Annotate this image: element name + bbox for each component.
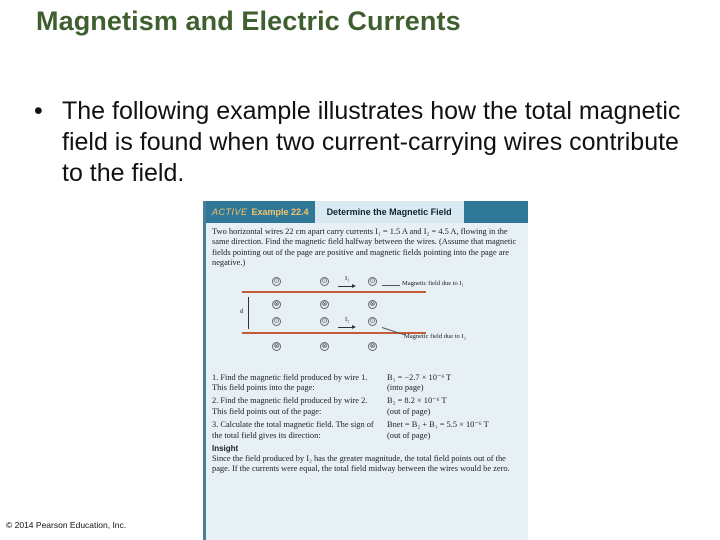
field-out-icon: ⊙ (369, 316, 376, 325)
wire-diagram (206, 275, 528, 371)
step-note: (out of page) (387, 406, 431, 416)
example-header (206, 201, 528, 223)
distance-marker (248, 297, 249, 329)
field-in-icon: ⊗ (273, 341, 280, 350)
distance-label: d (240, 307, 244, 315)
wire-1 (242, 291, 426, 293)
solution-step (212, 373, 520, 394)
step-note: (out of page) (387, 430, 431, 440)
step-value: B₂ = 8.2 × 10⁻⁶ T (387, 396, 447, 406)
field-in-icon: ⊗ (321, 299, 328, 308)
field-in-icon: ⊗ (369, 341, 376, 350)
field-in-icon: ⊗ (273, 299, 280, 308)
copyright-notice: © 2014 Pearson Education, Inc. (6, 520, 127, 530)
active-example-box (203, 201, 528, 540)
current-arrow-1 (338, 286, 352, 287)
solution-steps (212, 373, 520, 441)
step-text: 1. Find the magnetic field produced by wire 1. This field points into the page: (212, 372, 368, 393)
step-result (387, 396, 447, 417)
step-text: 3. Calculate the total magnetic field. The sign of the total field gives its direction: (212, 420, 374, 440)
step-value: B₁ = −2.7 × 10⁻⁶ T (387, 372, 452, 382)
current-1-label: I₁ (345, 274, 350, 282)
field-in-icon: ⊗ (369, 299, 376, 308)
example-problem: Two horizontal wires 22 cm apart carry currents I₁ = 1.5 A and I₂ = 4.5 A, flowing in the same direction. Find the magnetic field halfway between the wires. (Assume that magnetic fields pointing out of the page are positive and magnetic fields pointing into the page are negative.) (212, 227, 517, 268)
step-note: (into page) (387, 383, 424, 393)
bullet-symbol: • (34, 97, 43, 125)
bullet-text: The following example illustrates how the total magnetic field is found when two current-carrying wires contribute to the field. (62, 97, 681, 187)
step-value: Bnet = B₂ + B₁ = 5.5 × 10⁻⁶ T (387, 420, 489, 430)
leader-line-1 (382, 285, 400, 286)
field-out-icon: ⊙ (273, 276, 280, 285)
field-out-icon: ⊙ (369, 276, 376, 285)
step-result (387, 373, 451, 394)
field-out-icon: ⊙ (321, 316, 328, 325)
insight-text: Since the field produced by I₂ has the greater magnitude, the total field points out of the page. If the currents were equal, the total field midway between the wires would be zero. (212, 454, 510, 474)
slide-title: Magnetism and Electric Currents (36, 6, 461, 36)
step-text: 2. Find the magnetic field produced by wire 2. This field points out of the page: (212, 396, 368, 416)
field-out-icon: ⊙ (321, 276, 328, 285)
field-1-label: Magnetic field due to I₁ (402, 279, 464, 287)
step-result (387, 420, 489, 441)
current-arrow-2 (338, 327, 352, 328)
solution-step (212, 420, 520, 441)
field-out-icon: ⊙ (273, 316, 280, 325)
example-tag: ACTIVE (212, 207, 248, 217)
insight-heading: Insight (212, 444, 239, 454)
solution-step (212, 396, 520, 417)
example-number: Example 22.4 (251, 207, 309, 217)
field-2-label: Magnetic field due to I₂ (404, 332, 466, 340)
bullet-point (34, 96, 684, 189)
example-title: Determine the Magnetic Field (315, 201, 464, 223)
field-in-icon: ⊗ (321, 341, 328, 350)
current-2-label: I₂ (345, 315, 350, 323)
